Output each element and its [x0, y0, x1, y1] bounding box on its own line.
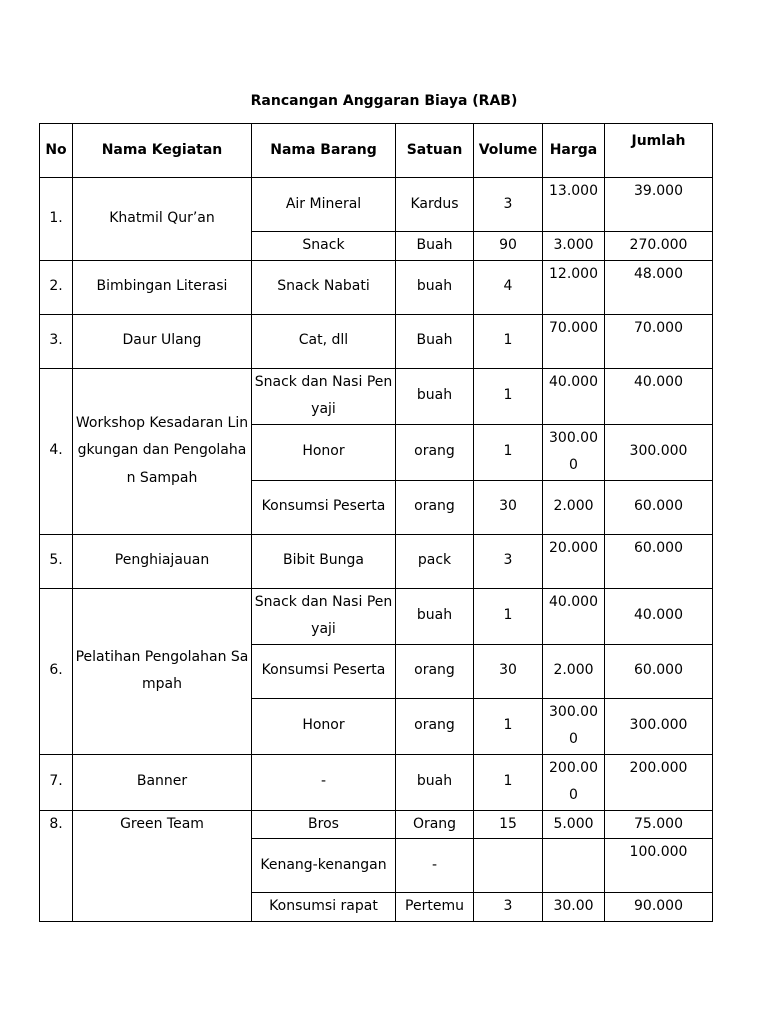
row-satuan: Kardus	[396, 178, 474, 232]
row-volume: 3	[474, 534, 543, 588]
row-harga: 300.000	[543, 424, 605, 480]
row-jumlah: 300.000	[605, 424, 713, 480]
row-harga: 70.000	[543, 314, 605, 368]
row-barang: Bibit Bunga	[252, 534, 396, 588]
row-satuan: Pertemu	[396, 893, 474, 922]
row-no: 6.	[40, 588, 73, 754]
row-volume: 1	[474, 424, 543, 480]
row-jumlah: 270.000	[605, 232, 713, 261]
row-jumlah: 90.000	[605, 893, 713, 922]
header-kegiatan: Nama Kegiatan	[73, 124, 252, 178]
row-jumlah: 39.000	[605, 178, 713, 232]
table-row	[40, 314, 713, 368]
row-harga: 200.000	[543, 754, 605, 810]
row-satuan: Orang	[396, 810, 474, 839]
row-jumlah: 100.000	[605, 839, 713, 893]
row-no: 1.	[40, 178, 73, 261]
row-barang: Konsumsi Peserta	[252, 644, 396, 698]
row-volume: 1	[474, 314, 543, 368]
row-harga: 40.000	[543, 368, 605, 424]
row-volume: 15	[474, 810, 543, 839]
row-volume: 1	[474, 754, 543, 810]
row-barang: Konsumsi Peserta	[252, 480, 396, 534]
table-row	[40, 178, 713, 232]
row-jumlah: 60.000	[605, 644, 713, 698]
row-satuan: buah	[396, 754, 474, 810]
row-volume: 3	[474, 893, 543, 922]
row-kegiatan: Penghiajauan	[73, 534, 252, 588]
page-title: Rancangan Anggaran Biaya (RAB)	[250, 93, 518, 109]
row-volume: 30	[474, 644, 543, 698]
row-barang: Snack dan Nasi Penyaji	[252, 588, 396, 644]
row-barang: Snack	[252, 232, 396, 261]
row-volume: 1	[474, 698, 543, 754]
row-jumlah: 70.000	[605, 314, 713, 368]
row-barang: Snack Nabati	[252, 260, 396, 314]
row-barang: -	[252, 754, 396, 810]
row-volume: 1	[474, 368, 543, 424]
row-jumlah: 60.000	[605, 534, 713, 588]
table-row	[40, 754, 713, 810]
row-kegiatan: Workshop Kesadaran Lingkungan dan Pengolahan Sampah	[73, 368, 252, 534]
table-header-row	[40, 124, 713, 178]
row-barang: Bros	[252, 810, 396, 839]
header-harga: Harga	[543, 124, 605, 178]
row-jumlah: 40.000	[605, 588, 713, 644]
row-no: 7.	[40, 754, 73, 810]
table-row	[40, 534, 713, 588]
row-harga: 30.00	[543, 893, 605, 922]
row-barang: Konsumsi rapat	[252, 893, 396, 922]
row-satuan: -	[396, 839, 474, 893]
header-barang: Nama Barang	[252, 124, 396, 178]
row-barang: Kenang-kenangan	[252, 839, 396, 893]
row-satuan: orang	[396, 424, 474, 480]
row-volume: 1	[474, 588, 543, 644]
header-no: No	[40, 124, 73, 178]
row-kegiatan: Banner	[73, 754, 252, 810]
table-row	[40, 810, 713, 839]
row-satuan: buah	[396, 588, 474, 644]
row-satuan: orang	[396, 480, 474, 534]
row-satuan: pack	[396, 534, 474, 588]
row-satuan: buah	[396, 368, 474, 424]
row-jumlah: 40.000	[605, 368, 713, 424]
row-kegiatan: Bimbingan Literasi	[73, 260, 252, 314]
table-row	[40, 260, 713, 314]
row-harga: 20.000	[543, 534, 605, 588]
row-volume: 4	[474, 260, 543, 314]
row-harga: 2.000	[543, 480, 605, 534]
row-kegiatan: Green Team	[73, 810, 252, 921]
budget-table	[39, 123, 713, 922]
row-harga: 12.000	[543, 260, 605, 314]
row-kegiatan: Khatmil Qur’an	[73, 178, 252, 261]
row-no: 4.	[40, 368, 73, 534]
row-no: 8.	[40, 810, 73, 921]
row-kegiatan: Daur Ulang	[73, 314, 252, 368]
row-volume	[474, 839, 543, 893]
row-barang: Honor	[252, 698, 396, 754]
row-harga: 2.000	[543, 644, 605, 698]
row-no: 3.	[40, 314, 73, 368]
row-satuan: orang	[396, 698, 474, 754]
table-row	[40, 368, 713, 424]
row-barang: Snack dan Nasi Penyaji	[252, 368, 396, 424]
row-harga: 13.000	[543, 178, 605, 232]
row-harga	[543, 839, 605, 893]
row-harga: 40.000	[543, 588, 605, 644]
row-kegiatan: Pelatihan Pengolahan Sampah	[73, 588, 252, 754]
header-jumlah: Jumlah	[605, 124, 713, 178]
row-satuan: Buah	[396, 232, 474, 261]
row-jumlah: 60.000	[605, 480, 713, 534]
row-jumlah: 75.000	[605, 810, 713, 839]
row-jumlah: 200.000	[605, 754, 713, 810]
row-satuan: Buah	[396, 314, 474, 368]
row-harga: 5.000	[543, 810, 605, 839]
header-satuan: Satuan	[396, 124, 474, 178]
row-no: 2.	[40, 260, 73, 314]
row-no: 5.	[40, 534, 73, 588]
row-barang: Cat, dll	[252, 314, 396, 368]
row-volume: 90	[474, 232, 543, 261]
row-satuan: buah	[396, 260, 474, 314]
row-jumlah: 48.000	[605, 260, 713, 314]
row-jumlah: 300.000	[605, 698, 713, 754]
row-satuan: orang	[396, 644, 474, 698]
row-harga: 3.000	[543, 232, 605, 261]
row-barang: Honor	[252, 424, 396, 480]
row-barang: Air Mineral	[252, 178, 396, 232]
row-volume: 30	[474, 480, 543, 534]
header-volume: Volume	[474, 124, 543, 178]
row-harga: 300.000	[543, 698, 605, 754]
row-volume: 3	[474, 178, 543, 232]
table-row	[40, 588, 713, 644]
